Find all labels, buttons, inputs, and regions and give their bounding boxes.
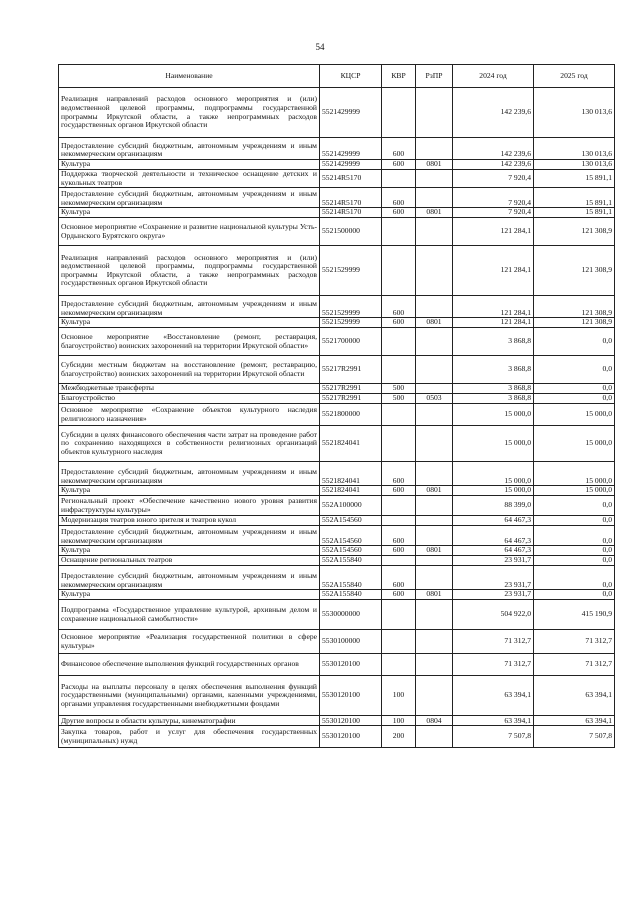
cell-kvr <box>382 556 416 566</box>
cell-rzpr: 0801 <box>416 546 453 556</box>
cell-kvr <box>382 600 416 630</box>
cell-y2024: 3 868,8 <box>453 328 534 356</box>
cell-kcsr: 5521529999 <box>320 318 382 328</box>
cell-y2024: 63 394,1 <box>453 716 534 726</box>
cell-kvr: 600 <box>382 160 416 170</box>
cell-y2025: 0,0 <box>534 546 615 556</box>
cell-name: Закупка товаров, работ и услуг для обеспечения государственных (муниципальных) нужд <box>59 726 320 748</box>
cell-kcsr: 5521800000 <box>320 404 382 426</box>
cell-kcsr: 5521824041 <box>320 462 382 486</box>
cell-kcsr: 5530000000 <box>320 600 382 630</box>
cell-y2025: 0,0 <box>534 556 615 566</box>
cell-y2024: 3 868,8 <box>453 356 534 384</box>
cell-kcsr: 5521429999 <box>320 138 382 160</box>
cell-kcsr: 55217R2991 <box>320 356 382 384</box>
cell-rzpr <box>416 556 453 566</box>
cell-name: Культура <box>59 208 320 218</box>
cell-name: Предоставление субсидий бюджетным, автономным учреждениям и иным некоммерческим организациям <box>59 462 320 486</box>
cell-kvr: 100 <box>382 676 416 716</box>
cell-y2024: 121 284,1 <box>453 218 534 246</box>
page-number: 54 <box>315 42 325 52</box>
cell-y2025: 0,0 <box>534 566 615 590</box>
cell-y2025: 0,0 <box>534 590 615 600</box>
table-row <box>59 556 615 566</box>
cell-rzpr <box>416 404 453 426</box>
table-row <box>59 356 615 384</box>
cell-y2025: 71 312,7 <box>534 654 615 676</box>
header-2025: 2025 год <box>534 65 615 88</box>
cell-kvr <box>382 516 416 526</box>
table-row <box>59 486 615 496</box>
cell-name: Субсидии в целях финансового обеспечения части затрат на проведение работ по сохранению находящихся в собственности религиозных организаций объектов культурного наследия <box>59 426 320 462</box>
table-row <box>59 138 615 160</box>
cell-kcsr: 552A154560 <box>320 546 382 556</box>
cell-y2025: 0,0 <box>534 394 615 404</box>
header-rzpr: РзПР <box>416 65 453 88</box>
cell-rzpr <box>416 170 453 188</box>
cell-y2024: 71 312,7 <box>453 654 534 676</box>
cell-y2024: 142 239,6 <box>453 160 534 170</box>
cell-y2025: 71 312,7 <box>534 630 615 654</box>
cell-kcsr: 55214R5170 <box>320 208 382 218</box>
cell-y2025: 63 394,1 <box>534 676 615 716</box>
cell-rzpr <box>416 384 453 394</box>
table-row <box>59 726 615 748</box>
cell-y2025: 15 891,1 <box>534 170 615 188</box>
cell-rzpr: 0801 <box>416 208 453 218</box>
cell-name: Предоставление субсидий бюджетным, автономным учреждениям и иным некоммерческим организациям <box>59 188 320 208</box>
table-row <box>59 208 615 218</box>
cell-y2025: 63 394,1 <box>534 716 615 726</box>
cell-name: Расходы на выплаты персоналу в целях обеспечения выполнения функций государственными (муниципальными) органами, казенными учреждениями, органами управления государственными внебюджетными фондами <box>59 676 320 716</box>
cell-name: Культура <box>59 160 320 170</box>
cell-name: Благоустройство <box>59 394 320 404</box>
cell-name: Предоставление субсидий бюджетным, автономным учреждениям и иным некоммерческим организациям <box>59 296 320 318</box>
cell-kvr: 200 <box>382 726 416 748</box>
cell-rzpr <box>416 426 453 462</box>
cell-kcsr: 552A100000 <box>320 496 382 516</box>
table-row <box>59 716 615 726</box>
cell-y2024: 15 000,0 <box>453 426 534 462</box>
cell-y2025: 15 000,0 <box>534 426 615 462</box>
table-row <box>59 318 615 328</box>
cell-kcsr: 5530120100 <box>320 654 382 676</box>
cell-kvr <box>382 630 416 654</box>
cell-y2024: 64 467,3 <box>453 546 534 556</box>
cell-rzpr: 0801 <box>416 590 453 600</box>
cell-kvr <box>382 170 416 188</box>
cell-kcsr: 552A154560 <box>320 516 382 526</box>
cell-rzpr <box>416 630 453 654</box>
cell-y2025: 130 013,6 <box>534 88 615 138</box>
table-row <box>59 546 615 556</box>
cell-kvr <box>382 654 416 676</box>
cell-rzpr <box>416 496 453 516</box>
cell-rzpr: 0801 <box>416 160 453 170</box>
cell-y2025: 0,0 <box>534 356 615 384</box>
cell-kcsr: 5521429999 <box>320 160 382 170</box>
cell-kcsr: 55214R5170 <box>320 188 382 208</box>
cell-kvr <box>382 88 416 138</box>
cell-rzpr: 0804 <box>416 716 453 726</box>
table-row <box>59 404 615 426</box>
cell-kcsr: 552A154560 <box>320 526 382 546</box>
cell-y2024: 142 239,6 <box>453 138 534 160</box>
cell-y2025: 0,0 <box>534 516 615 526</box>
cell-kvr: 100 <box>382 716 416 726</box>
table-row <box>59 218 615 246</box>
cell-y2025: 15 000,0 <box>534 462 615 486</box>
header-2024: 2024 год <box>453 65 534 88</box>
cell-name: Субсидии местным бюджетам на восстановление (ремонт, реставрацию, благоустройство) воинских захоронений на территории Иркутской области <box>59 356 320 384</box>
cell-kcsr: 5521429999 <box>320 88 382 138</box>
cell-y2025: 15 000,0 <box>534 404 615 426</box>
cell-name: Подпрограмма «Государственное управление культурой, архивным делом и сохранение национальной самобытности» <box>59 600 320 630</box>
cell-y2024: 3 868,8 <box>453 384 534 394</box>
cell-name: Основное мероприятие «Восстановление (ремонт, реставрация, благоустройство) воинских захоронений на территории Иркутской области» <box>59 328 320 356</box>
cell-y2024: 15 000,0 <box>453 404 534 426</box>
cell-name: Модернизация театров юного зрителя и театров кукол <box>59 516 320 526</box>
cell-kvr <box>382 404 416 426</box>
cell-rzpr <box>416 462 453 486</box>
cell-name: Предоставление субсидий бюджетным, автономным учреждениям и иным некоммерческим организациям <box>59 566 320 590</box>
cell-y2024: 121 284,1 <box>453 318 534 328</box>
cell-rzpr <box>416 138 453 160</box>
cell-y2025: 121 308,9 <box>534 318 615 328</box>
cell-y2024: 64 467,3 <box>453 526 534 546</box>
cell-kvr: 500 <box>382 384 416 394</box>
table-row <box>59 462 615 486</box>
cell-kvr: 600 <box>382 296 416 318</box>
cell-y2025: 121 308,9 <box>534 296 615 318</box>
table-row <box>59 566 615 590</box>
cell-name: Культура <box>59 486 320 496</box>
cell-rzpr <box>416 600 453 630</box>
cell-rzpr <box>416 726 453 748</box>
header-kvr: КВР <box>382 65 416 88</box>
cell-y2025: 15 891,1 <box>534 188 615 208</box>
cell-name: Реализация направлений расходов основного мероприятия и (или) ведомственной целевой программы, подпрограммы государственной программы Иркутской области, а также непрограммных расходов государственных органов Иркутской области <box>59 88 320 138</box>
cell-kvr: 600 <box>382 462 416 486</box>
cell-rzpr <box>416 88 453 138</box>
table-row <box>59 88 615 138</box>
cell-name: Основное мероприятие «Сохранение и развитие национальной культуры Усть-Ордынского Бурятского округа» <box>59 218 320 246</box>
cell-kcsr: 55214R5170 <box>320 170 382 188</box>
table-row <box>59 160 615 170</box>
cell-y2024: 63 394,1 <box>453 676 534 716</box>
cell-name: Другие вопросы в области культуры, кинематографии <box>59 716 320 726</box>
cell-kvr <box>382 426 416 462</box>
cell-kcsr: 5521700000 <box>320 328 382 356</box>
cell-kvr: 500 <box>382 394 416 404</box>
cell-y2025: 121 308,9 <box>534 246 615 296</box>
cell-y2025: 0,0 <box>534 384 615 394</box>
cell-kcsr: 5521824041 <box>320 486 382 496</box>
header-name: Наименование <box>59 65 320 88</box>
cell-name: Межбюджетные трансферты <box>59 384 320 394</box>
table-row <box>59 590 615 600</box>
cell-kcsr: 5530120100 <box>320 716 382 726</box>
table-row <box>59 246 615 296</box>
cell-y2025: 0,0 <box>534 496 615 516</box>
cell-y2024: 64 467,3 <box>453 516 534 526</box>
table-row <box>59 676 615 716</box>
table-row <box>59 296 615 318</box>
cell-y2025: 15 000,0 <box>534 486 615 496</box>
cell-rzpr <box>416 676 453 716</box>
cell-rzpr: 0503 <box>416 394 453 404</box>
cell-kvr: 600 <box>382 486 416 496</box>
cell-kvr: 600 <box>382 138 416 160</box>
cell-kvr <box>382 496 416 516</box>
cell-name: Основное мероприятие «Реализация государственной политики в сфере культуры» <box>59 630 320 654</box>
table-row <box>59 426 615 462</box>
cell-kvr <box>382 328 416 356</box>
cell-kcsr: 552A155840 <box>320 590 382 600</box>
cell-y2025: 0,0 <box>534 328 615 356</box>
cell-rzpr <box>416 328 453 356</box>
cell-y2024: 23 931,7 <box>453 590 534 600</box>
cell-kvr <box>382 246 416 296</box>
cell-name: Культура <box>59 318 320 328</box>
cell-rzpr <box>416 246 453 296</box>
cell-y2024: 504 922,0 <box>453 600 534 630</box>
cell-y2025: 130 013,6 <box>534 138 615 160</box>
cell-rzpr <box>416 516 453 526</box>
table-header-row <box>59 65 615 88</box>
table-row <box>59 526 615 546</box>
cell-y2024: 7 920,4 <box>453 188 534 208</box>
cell-kcsr: 5530120100 <box>320 676 382 716</box>
cell-rzpr <box>416 566 453 590</box>
table-row <box>59 394 615 404</box>
cell-kvr: 600 <box>382 318 416 328</box>
cell-y2025: 7 507,8 <box>534 726 615 748</box>
table-row <box>59 654 615 676</box>
cell-kcsr: 5521500000 <box>320 218 382 246</box>
cell-kvr: 600 <box>382 546 416 556</box>
cell-rzpr <box>416 296 453 318</box>
table-row <box>59 630 615 654</box>
budget-table <box>58 64 615 748</box>
cell-rzpr <box>416 188 453 208</box>
table-row <box>59 328 615 356</box>
cell-kvr: 600 <box>382 526 416 546</box>
cell-kcsr: 55217R2991 <box>320 394 382 404</box>
cell-rzpr <box>416 218 453 246</box>
table-row <box>59 496 615 516</box>
cell-name: Реализация направлений расходов основного мероприятия и (или) ведомственной целевой программы, подпрограммы государственной программы Иркутской области, а также непрограммных расходов государственных органов Иркутской области <box>59 246 320 296</box>
cell-kvr: 600 <box>382 590 416 600</box>
cell-kvr: 600 <box>382 566 416 590</box>
cell-name: Региональный проект «Обеспечение качественно нового уровня развития инфраструктуры культуры» <box>59 496 320 516</box>
cell-y2025: 121 308,9 <box>534 218 615 246</box>
header-kcsr: КЦСР <box>320 65 382 88</box>
cell-kcsr: 5530100000 <box>320 630 382 654</box>
cell-kvr <box>382 356 416 384</box>
cell-name: Поддержка творческой деятельности и техническое оснащение детских и кукольных театров <box>59 170 320 188</box>
cell-y2024: 3 868,8 <box>453 394 534 404</box>
cell-y2024: 7 507,8 <box>453 726 534 748</box>
cell-y2025: 0,0 <box>534 526 615 546</box>
table-row <box>59 170 615 188</box>
cell-rzpr <box>416 526 453 546</box>
cell-y2024: 7 920,4 <box>453 208 534 218</box>
cell-y2025: 15 891,1 <box>534 208 615 218</box>
cell-y2024: 23 931,7 <box>453 566 534 590</box>
cell-y2025: 130 013,6 <box>534 160 615 170</box>
cell-kcsr: 55217R2991 <box>320 384 382 394</box>
cell-y2024: 7 920,4 <box>453 170 534 188</box>
table-row <box>59 384 615 394</box>
cell-name: Культура <box>59 590 320 600</box>
cell-name: Оснащение региональных театров <box>59 556 320 566</box>
cell-name: Культура <box>59 546 320 556</box>
table-row <box>59 516 615 526</box>
cell-rzpr <box>416 356 453 384</box>
cell-kcsr: 5521824041 <box>320 426 382 462</box>
cell-y2024: 23 931,7 <box>453 556 534 566</box>
cell-y2024: 15 000,0 <box>453 486 534 496</box>
cell-kcsr: 5530120100 <box>320 726 382 748</box>
cell-name: Основное мероприятие «Сохранение объектов культурного наследия религиозного назначения» <box>59 404 320 426</box>
cell-y2024: 71 312,7 <box>453 630 534 654</box>
cell-kvr: 600 <box>382 188 416 208</box>
cell-kvr <box>382 218 416 246</box>
cell-y2024: 142 239,6 <box>453 88 534 138</box>
cell-kcsr: 552A155840 <box>320 556 382 566</box>
cell-kcsr: 552A155840 <box>320 566 382 590</box>
cell-rzpr: 0801 <box>416 486 453 496</box>
cell-kvr: 600 <box>382 208 416 218</box>
cell-name: Финансовое обеспечение выполнения функций государственных органов <box>59 654 320 676</box>
cell-y2025: 415 190,9 <box>534 600 615 630</box>
cell-name: Предоставление субсидий бюджетным, автономным учреждениям и иным некоммерческим организациям <box>59 138 320 160</box>
cell-rzpr: 0801 <box>416 318 453 328</box>
cell-kcsr: 5521529999 <box>320 246 382 296</box>
table-row <box>59 188 615 208</box>
table-body <box>59 88 615 748</box>
cell-y2024: 15 000,0 <box>453 462 534 486</box>
cell-y2024: 121 284,1 <box>453 296 534 318</box>
cell-name: Предоставление субсидий бюджетным, автономным учреждениям и иным некоммерческим организациям <box>59 526 320 546</box>
cell-y2024: 88 399,0 <box>453 496 534 516</box>
cell-kcsr: 5521529999 <box>320 296 382 318</box>
table-row <box>59 600 615 630</box>
cell-y2024: 121 284,1 <box>453 246 534 296</box>
cell-rzpr <box>416 654 453 676</box>
